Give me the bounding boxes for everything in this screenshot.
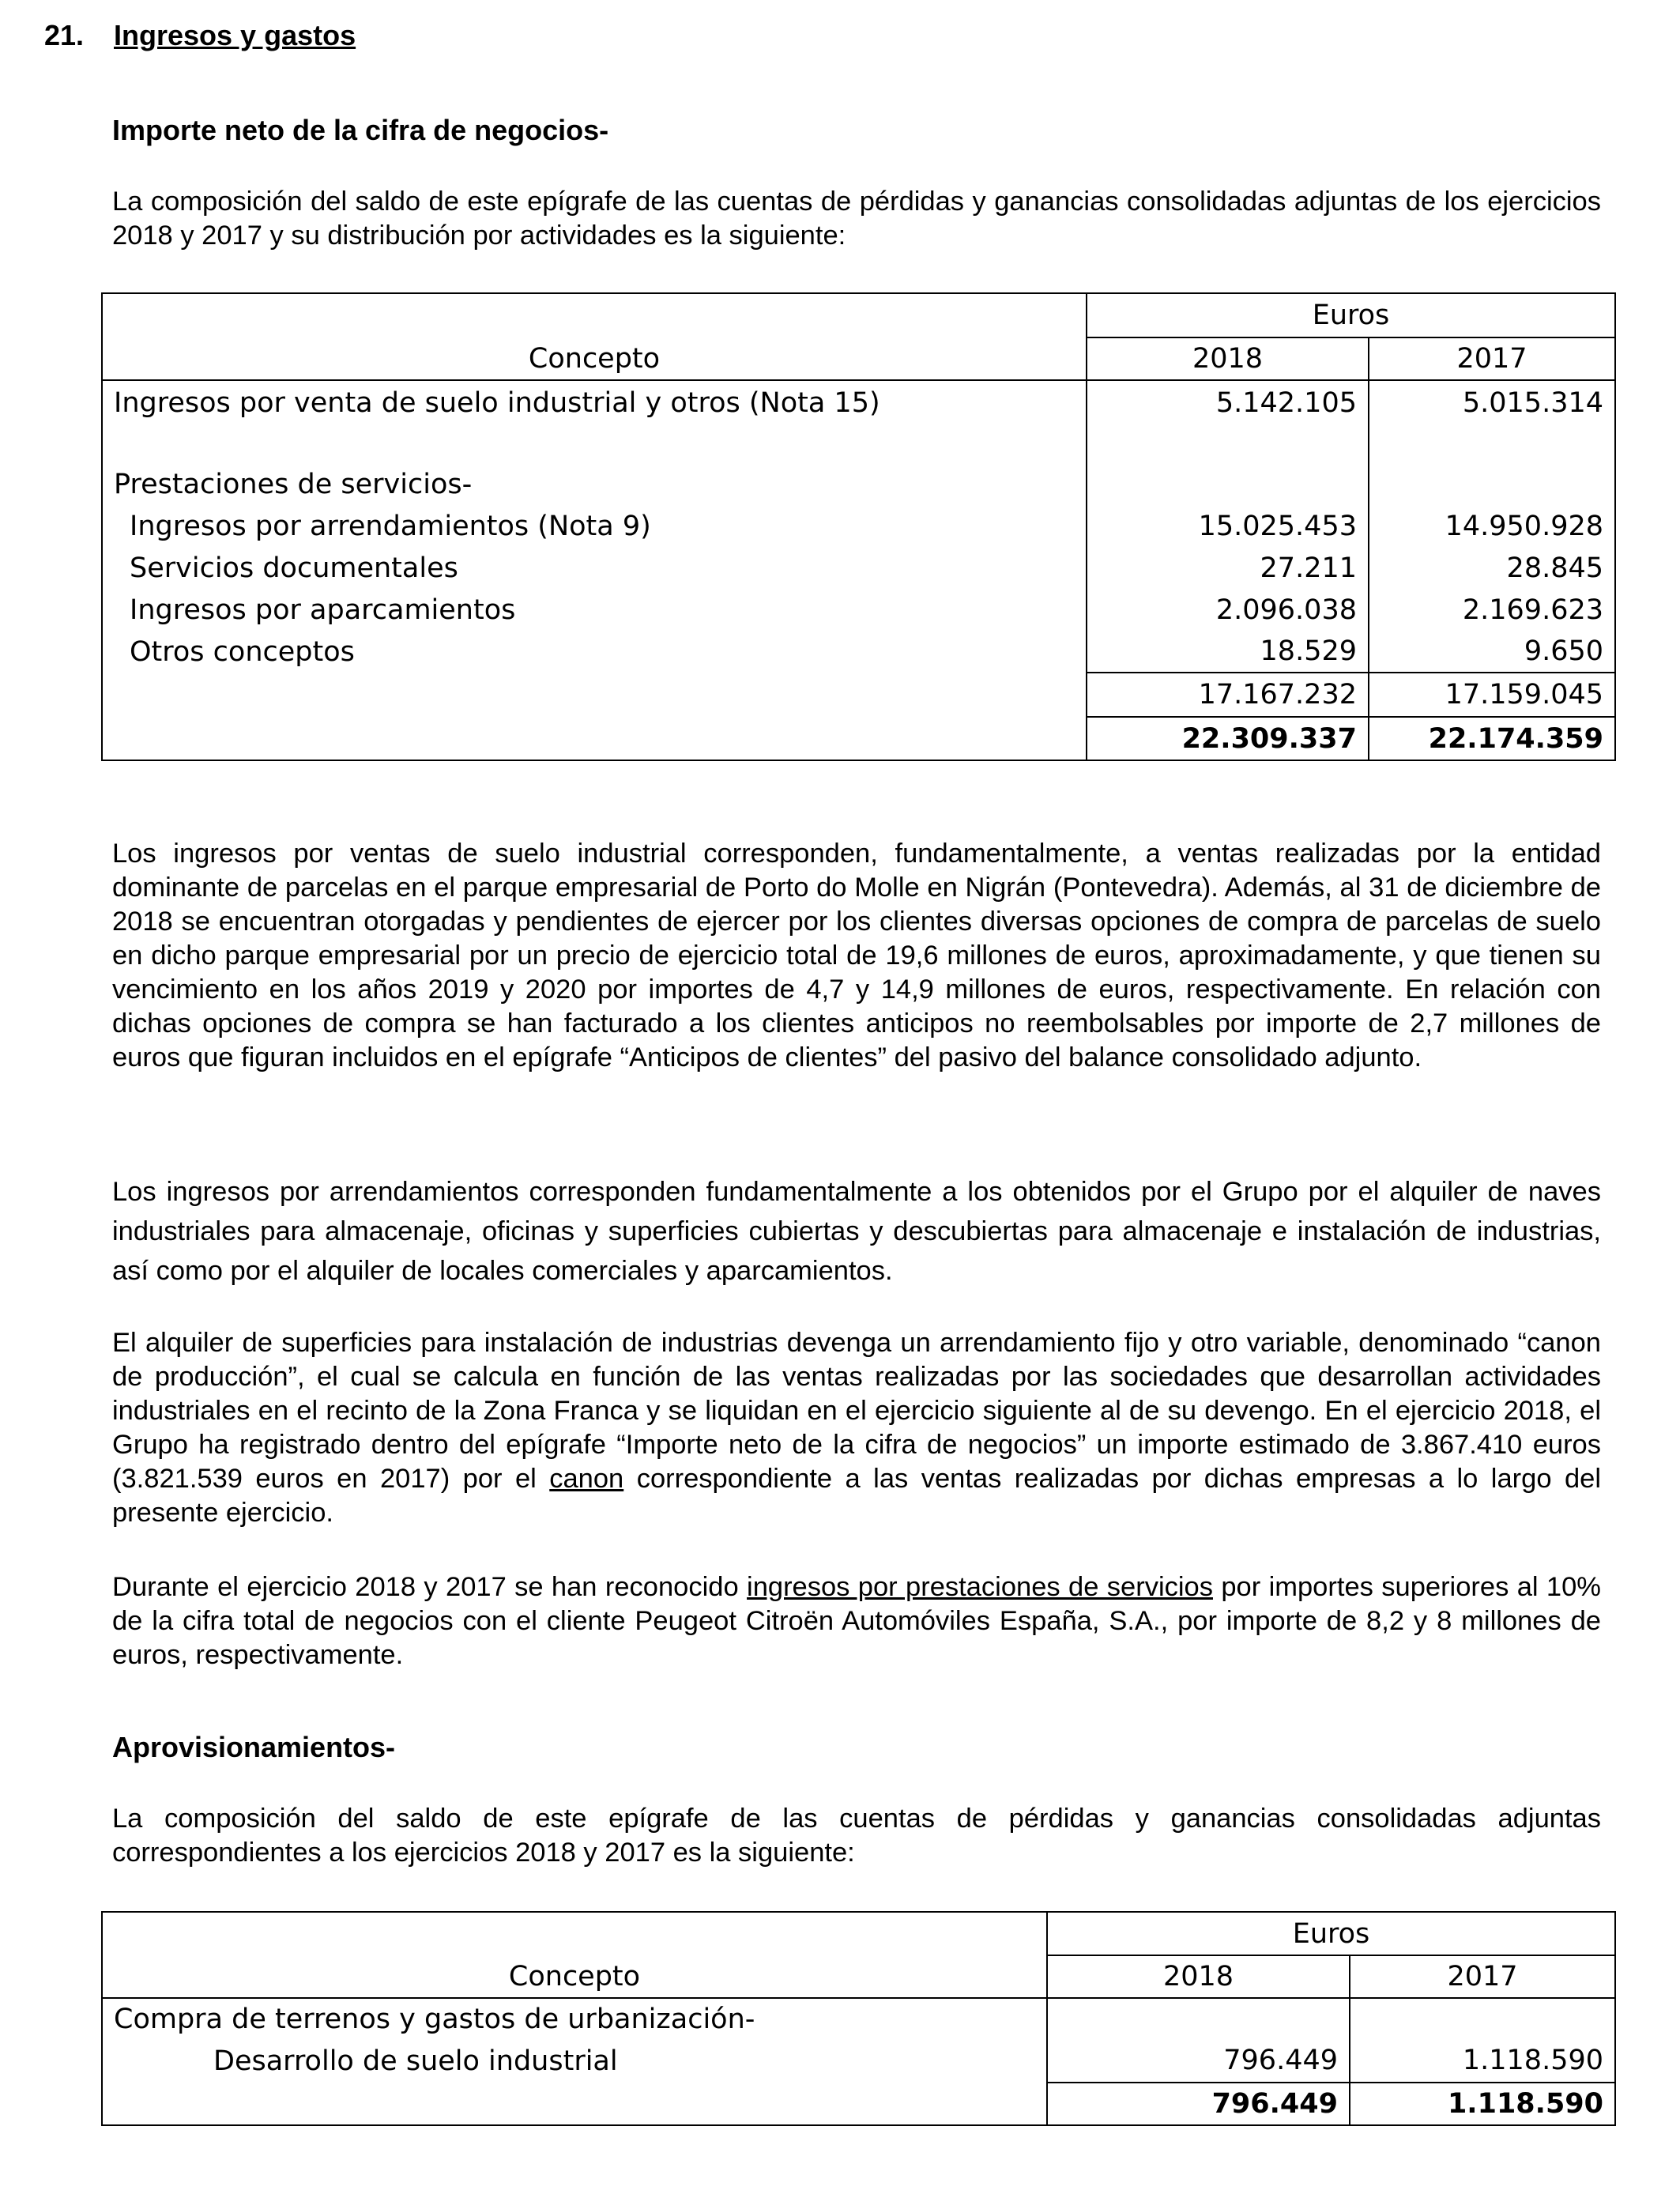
total-2017: 1.118.590 (1350, 2083, 1615, 2125)
paragraph-suelo: Los ingresos por ventas de suelo industrial corresponden, fundamentalmente, a ventas realizadas por la entidad dominante de parcelas en el parque empresarial de Porto do Molle en Nigrán (Pontevedra). Además, al 31 de diciembre de 2018 se encuentran otorgadas y pendientes de ejercer por los clientes diversas opciones de compra de parcelas de suelo en dicho parque empresarial por un precio de ejercicio total de 19,6 millones de euros, aproximadamente, y que tienen su vencimiento en los años 2019 y 2020 por importes de 4,7 y 14,9 millones de euros, respectivamente. En relación con dichas opciones de compra se han facturado a los clientes anticipos no reembolsables por importe de 2,7 millones de euros que figuran incluidos en el epígrafe “Anticipos de clientes” del pasivo del balance consolidado adjunto. (112, 839, 1601, 1072)
supplies-heading: Aprovisionamientos- (112, 1731, 396, 1763)
value-2017: 1.118.590 (1350, 2039, 1615, 2083)
row-label: Desarrollo de suelo industrial (213, 2045, 618, 2077)
year-2017-header: 2017 (1350, 1955, 1615, 1998)
table-row (102, 1998, 1615, 2039)
paragraph-canon: El alquiler de superficies para instalación de industrias devenga un arrendamiento fijo y otro variable, denominado “canon de producción”, el cual se calcula en función de las ventas realizadas por las sociedades que desarrollan actividades industriales en el recinto de la Zona Franca y se liquidan en el ejercicio siguiente al de su devengo. En el ejercicio 2018, el Grupo ha registrado dentro del epígrafe “Importe neto de la cifra de negocios” un importe estimado de 3.867.410 euros (3.821.539 euros en 2017) por el canon correspondiente a las ventas realizadas por dichas empresas a lo largo del presente ejercicio. (112, 1328, 1602, 1528)
total-2018: 22.309.337 (1087, 717, 1369, 760)
value-2017: 14.950.928 (1369, 505, 1615, 547)
year-2018-header: 2018 (1047, 1955, 1350, 1998)
table-row (102, 505, 1615, 547)
year-2018-header: 2018 (1087, 337, 1369, 380)
euros-header: Euros (1087, 293, 1615, 337)
value-2017: 2.169.623 (1369, 589, 1615, 631)
table-row (102, 631, 1615, 673)
total-2017: 22.174.359 (1369, 717, 1615, 760)
services-underlined: ingresos por prestaciones de servicios (747, 1572, 1213, 1602)
value-2018: 5.142.105 (1087, 380, 1369, 424)
value-2017: 28.845 (1369, 547, 1615, 589)
paragraph-peugeot: Durante el ejercicio 2018 y 2017 se han reconocido ingresos por prestaciones de servicios por importes superiores al 10% de la cifra total de negocios con el cliente Peugeot Citroën Automóviles España, S.A., por importe de 8,2 y 8 millones de euros, respectivamente. (112, 1572, 1601, 1670)
total-row (102, 2083, 1615, 2125)
value-2018: 18.529 (1087, 631, 1369, 673)
supplies-intro: La composición del saldo de este epígrafe de las cuentas de pérdidas y ganancias consolidadas adjuntas correspondientes a los ejercicios 2018 y 2017 es la siguiente: (112, 1804, 1601, 1868)
section-number: 21. (44, 19, 85, 51)
section-title (44, 19, 356, 52)
row-label: Otros conceptos (130, 635, 355, 668)
row-label: Ingresos por venta de suelo industrial y otros (Nota 15) (114, 386, 880, 419)
table-row (102, 464, 1615, 505)
table-row (102, 589, 1615, 631)
supplies-table (101, 1911, 1616, 2126)
subtotal-2017: 17.159.045 (1369, 673, 1615, 717)
year-2017-header: 2017 (1369, 337, 1615, 380)
revenue-table (101, 292, 1616, 761)
row-label: Servicios documentales (130, 552, 458, 584)
row-label: Ingresos por arrendamientos (Nota 9) (130, 510, 651, 542)
value-2018: 2.096.038 (1087, 589, 1369, 631)
group-heading: Compra de terrenos y gastos de urbanización- (114, 2003, 755, 2035)
subtotal-2018: 17.167.232 (1087, 673, 1369, 717)
total-2018: 796.449 (1047, 2083, 1350, 2125)
concept-header: Concepto (102, 337, 1087, 380)
revenue-intro: La composición del saldo de este epígrafe de las cuentas de pérdidas y ganancias consolidadas adjuntas de los ejercicios 2018 y 2017 y su distribución por actividades es la siguiente: (112, 187, 1601, 251)
table-row (102, 2039, 1615, 2083)
paragraph-arrendamientos: Los ingresos por arrendamientos corresponden fundamentalmente a los obtenidos por el Grupo por el alquiler de naves industriales para almacenaje, oficinas y superficies cubiertas y descubiertas para almacenaje e instalación de industrias, así como por el alquiler de locales comerciales y aparcamientos. (112, 1177, 1601, 1286)
value-2017: 9.650 (1369, 631, 1615, 673)
table-row (102, 380, 1615, 424)
row-label: Ingresos por aparcamientos (130, 594, 516, 626)
value-2018: 796.449 (1047, 2039, 1350, 2083)
services-heading: Prestaciones de servicios- (114, 469, 473, 500)
total-row (102, 717, 1615, 760)
table-row (102, 547, 1615, 589)
subtotal-row (102, 673, 1615, 717)
value-2017: 5.015.314 (1369, 380, 1615, 424)
section-title-text: Ingresos y gastos (114, 19, 356, 51)
canon-underlined: canon (549, 1464, 624, 1494)
value-2018: 15.025.453 (1087, 505, 1369, 547)
concept-header: Concepto (102, 1955, 1047, 1998)
value-2018: 27.211 (1087, 547, 1369, 589)
revenue-heading: Importe neto de la cifra de negocios- (112, 114, 609, 146)
euros-header: Euros (1047, 1912, 1615, 1955)
